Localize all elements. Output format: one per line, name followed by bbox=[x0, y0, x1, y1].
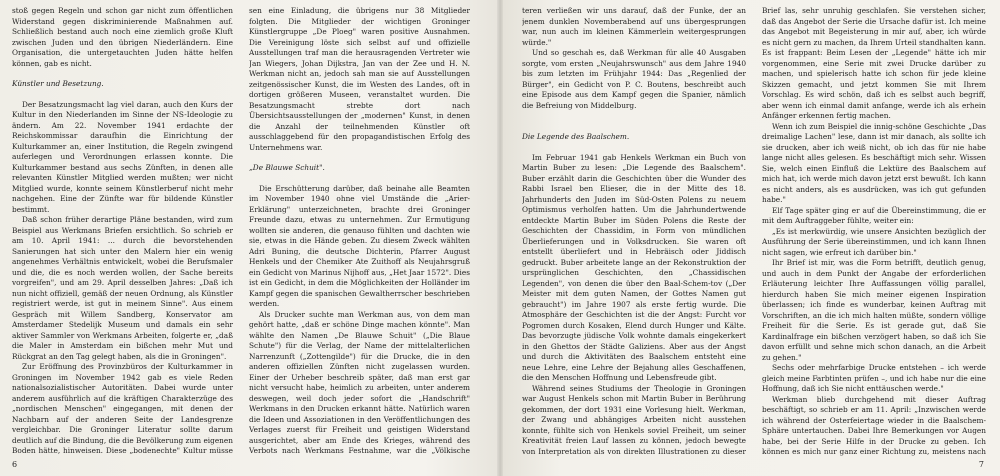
right-page-column-1 bbox=[522, 6, 746, 458]
paragraph: Die Erschütterung darüber, daß beinahe alle Beamten im November 1940 ohne viel Umstände die „Arier-Erklärung" unterzeichneten, brachte drei Groninger Freunde dazu, etwas zu unternehmen. Zur Ermutigung wollten sie anderen, die genauso fühlten und dachten wie sie, etwas in die Hände geben. Zu diesem Zweck wählten Adri Buning, die deutsche Dichterin, Pfarrer August Henkels und der Chemiker Ate Zuithoff als Neujahrsgruß ein Gedicht von Marinus Nijhoff aus, „Het Jaar 1572". Dies ist ein Gedicht, in dem die Möglichkeiten der Holländer im Kampf gegen die spanischen Gewaltherrscher beschrieben werden. bbox=[249, 183, 470, 308]
book-gutter bbox=[497, 0, 503, 476]
right-page bbox=[500, 0, 1000, 476]
page-number: 7 bbox=[978, 460, 984, 469]
paragraph: sen eine Einladung, die übrigens nur 38 Mitglieder folgten. Die Mitglieder der wichtigen Groninger Künstlergruppe „De Ploeg" waren positive Ausnahmen. Die Vereinigung löste sich selbst auf und offizielle Ausstellungen traf man die herausragenden Vertreter wie Jan Wiegers, Johan Dijkstra, Jan van der Zee und H. N. Werkman nicht an, jedoch sah man sie auf Ausstellungen zeitgenössischer Kunst, die im Westen des Landes, oft in dortigen größeren Museen, veranstaltet wurden. Die Besatzungsmacht strebte dort nach Übersichtsausstellungen der „modernen" Kunst, in denen die Anzahl der teilnehmenden Künstler oft ausschlaggebend für den propagandistischen Erfolg des Unternehmens war. bbox=[249, 6, 470, 152]
paragraph: Der Besatzungsmacht lag viel daran, auch den Kurs der Kultur in den Niederlanden im Sinne der NS-Ideologie zu ändern. Am 22. November 1941 erdachte der Reichskommissar daraufhin die Einrichtung der Kulturkammer an, einer Institution, die Regeln zwingend auferlegen und Verordnungen erlassen konnte. Die Kulturkammer bestand aus sechs Zünften, in denen alle relevanten Künstler Mitglied werden mußten; wer nicht Mitglied wurde, konnte seinem Künstlerberuf nicht mehr nachgehen. Eine der Zünfte war für bildende Künstler bestimmt. bbox=[12, 99, 233, 214]
paragraph: Wenn ich zum Beispiel die innig-schöne Geschichte „Das dreimalige Lachen" lese, dann ist mir danach, als sollte ich sie drucken, aber ich weiß nicht, ob ich das für nie habe lange nicht alles gelesen. Es beschäftigt mich sehr. Wissen Sie, welch einen Einfluß die Lektüre des Baalschem auf mich hat, ich werde mich davon jetzt erst bewußt. Ich kann es nicht anders, als es ausdrücken, was ich gut gefunden habe." bbox=[762, 121, 986, 204]
right-page-columns bbox=[522, 6, 986, 458]
left-page-column-2 bbox=[249, 6, 470, 458]
paragraph: Ihr Brief ist mir, was die Form betrifft, deutlich genug, und auch in dem Punkt der Angabe der erforderlichen Erläuterung leichter Ihre Auffassungen völlig parallel, hierdurch haben Sie mich meiner eigenen Inspiration überlassen; ich finde es wunderbar, keinen Auftrag mit Vorschriften, an die ich mich halten müßte, sondern völlige Freiheit für die Serie. Es ist gerade gut, daß Sie Kardinalfrage ein bißchen verzögert haben, so daß ich Sie davon erfüllt und sehne mich schon danach, an die Arbeit zu gehen." bbox=[762, 258, 986, 362]
right-page-column-2 bbox=[762, 6, 986, 458]
page-number: 6 bbox=[12, 460, 18, 469]
paragraph: Zur Eröffnung des Provinzbüros der Kulturkammer in Groningen im November 1942 gab es viele Reden nationalsozialistischer Autoritäten. Dabei wurde unter anderem ausführlich auf die kräftigen Charakterzüge des „nordischen Menschen" eingegangen, mit denen der Nachbarn auf der anderen Seite der Landesgrenze vergleichbar. Die Groninger Literatur sollte darum deutlich auf die Bindung, die die Bevölkerung zum eigenen Boden hätte, hinweisen. Diese „bodenechte" Kultur müsse bbox=[12, 362, 233, 455]
paragraph: teren verließen wir uns darauf, daß der Funke, der an jenem dunklen Novemberabend auf uns übergesprungen war, nun auch im kleinen Kämmerlein weitergesprungen würde." bbox=[522, 6, 746, 47]
left-page-columns bbox=[12, 6, 470, 458]
paragraph: stoß gegen Regeln und schon gar nicht zum öffentlichen Widerstand gegen diskriminierende Maßnahmen auf. Schließlich bestand auch noch eine ziemlich große Kluft zwischen Juden und den übrigen Niederländern. Eine Organisation, die untergetauchten Juden hätte helfen können, gab es nicht. bbox=[12, 6, 233, 68]
paragraph: Während seines Studiums der Theologie in Groningen war August Henkels schon mit Martin Buber in Berührung gekommen, der dort 1931 eine Vorlesung hielt. Werkman, der Zwang und abhängiges Arbeiten nicht ausstehen konnte, fühlte sich von Henkels soviel Freiheit, um seiner Kreativität freien Lauf lassen zu können, jedoch bewegte von Interpretation als von direkten Illustrationen zu dieser bbox=[522, 383, 746, 456]
paragraph: Als Drucker suchte man Werkman aus, von dem man gehört hatte, „daß er schöne Dinge machen könnte". Man wählte den Namen „De Blauwe Schuit" („Die Blaue Schute") für die Verlag, der Name der mittelalterlichen Narrenzunft („Zottengilde") für die Drucke, die in den anderen offiziellen Zünften nicht zugelassen wurden. Einer der Urheber beschreib später, daß man erst gar nicht versucht habe, heimlich zu arbeiten, unter anderem deswegen, weil doch jeder sofort die „Handschrift" Werkmans in den Drucken erkannt hätte. Natürlich waren die Ideen und Assoziationen in den Veröffentlichungen des Verlages zuerst für Freiheit und geistigen Widerstand ausgerichtet, aber am Ende des Krieges, während des Verbots nach Werkmans Festnahme, war die „Völkische bbox=[249, 309, 470, 455]
paragraph: Elf Tage später ging er auf die Übereinstimmung, die er mit dem Auftraggeber fühlte, weiter ein: bbox=[762, 205, 986, 225]
left-page-column-1 bbox=[12, 6, 233, 458]
paragraph: „Es ist merkwürdig, wie unsere Ansichten bezüglich der Ausführung der Serie übereinstimmen, und ich kann Ihnen nicht sagen, wie erfreut ich darüber bin." bbox=[762, 226, 986, 257]
paragraph: Sechs oder mehrfarbige Drucke entstehen – ich werde gleich meine Farbtinten prüfen –, und ich habe nur die eine Hoffnung, daß ich Sie nicht enttäuschen werde." bbox=[762, 363, 986, 393]
paragraph: Daß schon früher derartige Pläne bestanden, wird zum Beispiel aus Werkmans Briefen ersichtlich. So schrieb er am 10. April 1941: ... durch die bevorstehenden Sanierungen hat sich unter den Malern hier ein wenig angenehmes Verhältnis entwickelt, wobei die Berufsmaler und die, die es noch werden wollen, der Sache bereits vorgreifen", und am 29. April desselben Jahres: „Daß ich nun nicht offiziell, gemäß der neuen Ordnung, als Künstler registriert werde, ist gut in meinem Sinne". Aus einem Gespräch mit Willem Sandberg, Konservator am Amsterdamer Stedelijk Museum und damals ein sehr aktiver Sammler von Werkmans Arbeiten, folgerte er, „daß die Maler in Amsterdam ein bißchen mehr Mut und Rückgrat an den Tag gelegt haben, als die in Groningen". bbox=[12, 215, 233, 361]
paragraph: Brief las, sehr unruhig geschlafen. Sie verstehen sicher, daß das Angebot der Serie die Ursache dafür ist. Ich meine das Angebot mit Begeisterung in mir auf, aber, ich würde es nicht gern zu machen, da Ihrem Urteil standhalten kann. Es ist frappant: Beim Lesen der „Legende" hätte ich mir vorgenommen, eine Serie mit zwei Drucke darüber zu machen, und spielerisch hatte ich schon für jede kleine Skizzen gemacht, und jetzt kommen Sie mit Ihrem Vorschlag. Es wird schön, daß ich es selbst auch begriff, aber wenn ich einmal damit anfange, werde ich als erhein Anfänger erkennen fertig machen. bbox=[762, 6, 986, 120]
section-heading: Künstler und Besetzung. bbox=[12, 79, 104, 88]
section-heading: „De Blauwe Schuit". bbox=[249, 163, 325, 172]
paragraph: Im Februar 1941 gab Henkels Werkman ein Buch von Martin Buber zu lesen: „Die Legende des Baalschem". Buber erzählt darin die Geschichten über die Wunder des Rabbi Israel ben Elieser, die in der Mitte des 18. Jahrhunderts den Juden im Süd-Osten Polens zu neuem Optimismus verholfen hatten. Um die Jahrhundertwende entdeckte Martin Buber im Süden Polens die Reste der Geschichten der Chassidim, in Form von mündlichen Überlieferungen und in Volksdrucken. Sie waren oft entstellt überliefert und in Hebräisch oder Jiddisch gedruckt. Buber arbeitete lange an der Rekonstruktion der ursprünglichen Geschichten, den „Chassidischen Legenden", von denen die über den Baal-Schem-tov („Der Meister mit dem guten Namen, der Gottes Namen gut gebraucht") im Jahre 1907 als erste fertig wurde. Die Atmosphäre der Geschichten ist die der Angst: Furcht vor Pogromen durch Kosaken, Elend durch Hunger und Kälte. Das bevorzugte jüdische Volk wohnte damals eingekerkert in den Ghettos der Städte Galiziens. Aber aus der Angst und durch die Aktivitäten des Baalschem entsteht eine neue Lehre, eine Lehre der Bejahung alles Geschaffenen, die den Menschen Hoffnung und Lebensfreude gibt. bbox=[522, 152, 746, 382]
section-heading: Die Legende des Baalschem. bbox=[522, 132, 630, 141]
paragraph: Und so geschah es, daß Werkman für alle 40 Ausgaben sorgte, vom ersten „Neujahrswunsch" aus dem Jahre 1940 bis zum letzten im Frühjahr 1944: Das „Regenlied der Bürger", ein Gedicht von P. C. Boutens, beschreibt auch eine Episode aus dem Kampf gegen die Spanier, nämlich die Befreiung von Middelburg. bbox=[522, 48, 746, 110]
paragraph: Werkman blieb durchgehend mit dieser Auftrag beschäftigt, so schrieb er am 11. April: „Inzwischen werde ich während der Osterfeiertage wieder in die Baalschem-Sphäre untertauchen. Dabei Ihre Bemerkungen vor Augen habe, bei der Serie Hilfe in der Drucke zu geben. Ich können es mich nur ganz einer Richtung zu, meistens nach bbox=[762, 394, 986, 456]
